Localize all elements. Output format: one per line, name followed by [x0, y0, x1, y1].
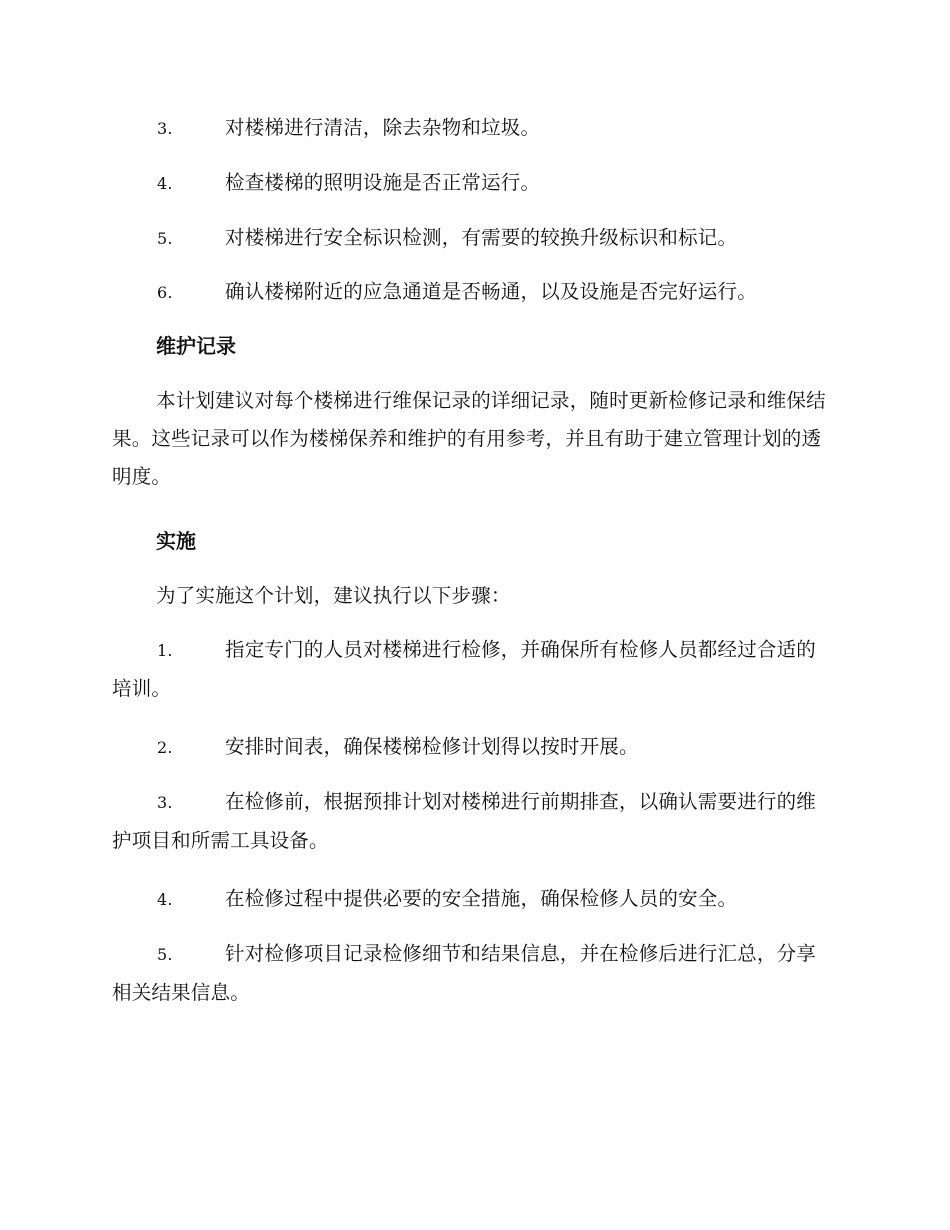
list-text: 在检修前，根据预排计划对楼梯进行前期排查，以确认需要进行的维护项目和所需工具设备。 — [112, 790, 817, 852]
list-text: 对楼梯进行清洁，除去杂物和垃圾。 — [225, 116, 541, 139]
list-item: 5. 针对检修项目记录检修细节和结果信息，并在检修后进行汇总，分享相关结果信息。 — [112, 942, 817, 1004]
list-text: 确认楼梯附近的应急通道是否畅通，以及设施是否完好运行。 — [225, 280, 757, 303]
list-item: 4. 检查楼梯的照明设施是否正常运行。 — [112, 164, 834, 203]
list-item: 6. 确认楼梯附近的应急通道是否畅通，以及设施是否完好运行。 — [112, 273, 834, 312]
list-text: 对楼梯进行安全标识检测，有需要的较换升级标识和标记。 — [225, 226, 738, 249]
list-item: 3. 对楼梯进行清洁，除去杂物和垃圾。 — [112, 109, 834, 148]
list-item: 3. 在检修前，根据预排计划对楼梯进行前期排查，以确认需要进行的维护项目和所需工具设备。 — [112, 790, 817, 852]
section-heading-record: 维护记录 — [156, 334, 236, 358]
list-text: 针对检修项目记录检修细节和结果信息，并在检修后进行汇总，分享相关结果信息。 — [112, 942, 817, 1004]
record-paragraph: 本计划建议对每个楼梯进行维保记录的详细记录，随时更新检修记录和维保结果。这些记录可以作为楼梯保养和维护的有用参考，并且有助于建立管理计划的透明度。 — [112, 389, 826, 488]
list-item: 2. 安排时间表，确保楼梯检修计划得以按时开展。 — [112, 728, 834, 767]
section-heading-implement: 实施 — [156, 529, 196, 553]
list-item: 1. 指定专门的人员对楼梯进行检修，并确保所有检修人员都经过合适的培训。 — [112, 638, 817, 700]
list-text: 检查楼梯的照明设施是否正常运行。 — [225, 171, 541, 194]
list-text: 安排时间表，确保楼梯检修计划得以按时开展。 — [225, 735, 639, 758]
list-text: 在检修过程中提供必要的安全措施，确保检修人员的安全。 — [225, 887, 738, 910]
list-item: 4. 在检修过程中提供必要的安全措施，确保检修人员的安全。 — [112, 880, 834, 919]
list-text: 指定专门的人员对楼梯进行检修，并确保所有检修人员都经过合适的培训。 — [112, 638, 817, 700]
implement-intro: 为了实施这个计划，建议执行以下步骤： — [156, 584, 511, 607]
list-item: 5. 对楼梯进行安全标识检测，有需要的较换升级标识和标记。 — [112, 219, 834, 258]
